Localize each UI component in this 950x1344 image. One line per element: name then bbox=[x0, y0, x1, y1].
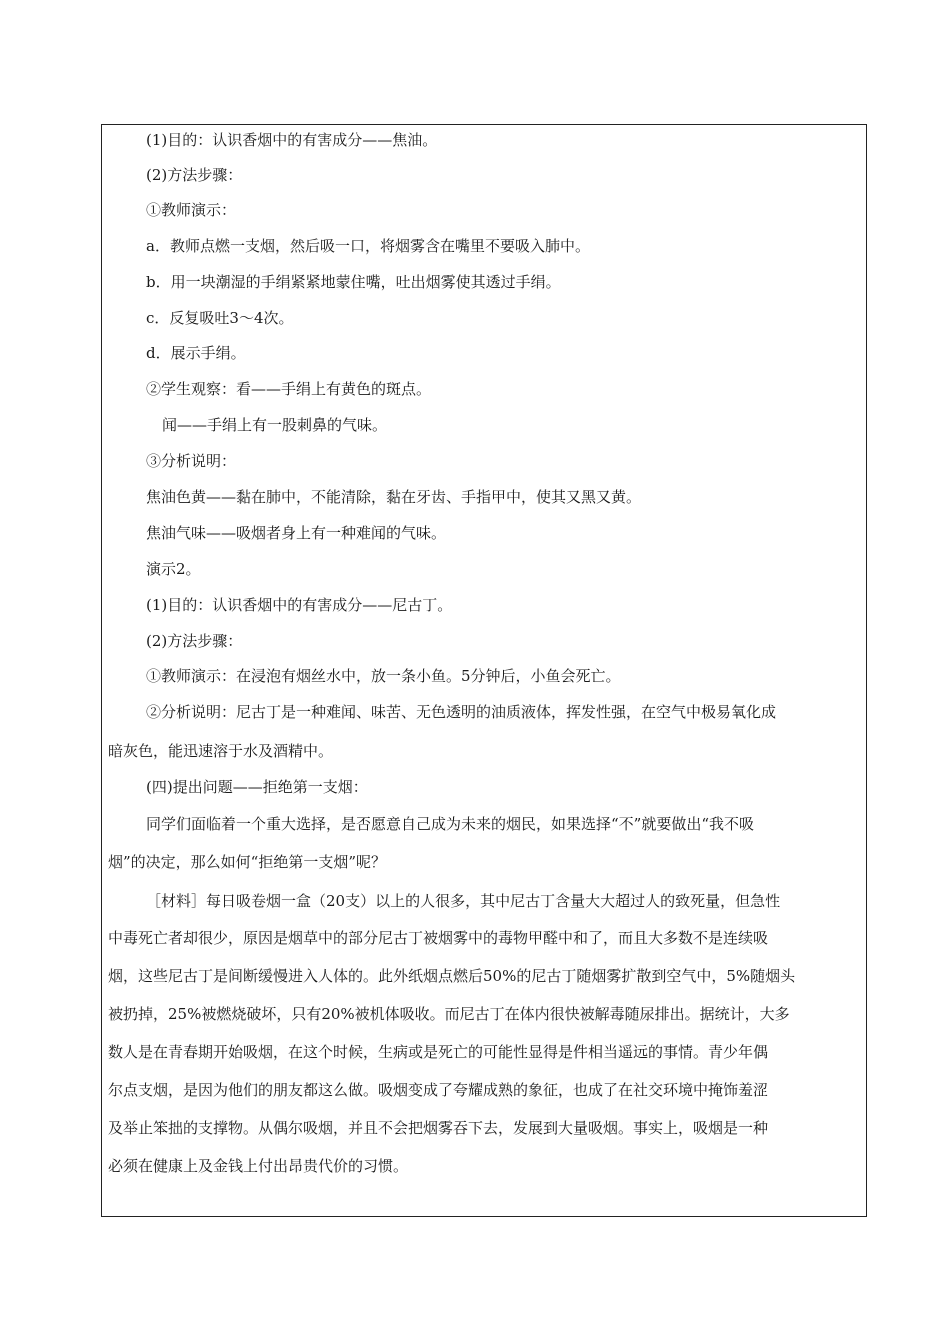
text-line: 数人是在青春期开始吸烟，在这个时候，生病或是死亡的可能性显得是件相当遥远的事情。青少年偶 bbox=[108, 1043, 769, 1061]
text-line: c．反复吸吐3～4次。 bbox=[146, 309, 294, 327]
text-line: ①教师演示：在浸泡有烟丝水中，放一条小鱼。5分钟后，小鱼会死亡。 bbox=[146, 667, 621, 685]
text-line: 暗灰色，能迅速溶于水及酒精中。 bbox=[108, 742, 334, 760]
text-line: ③分析说明： bbox=[146, 452, 237, 470]
text-line: (1)目的：认识香烟中的有害成分——焦油。 bbox=[146, 131, 438, 149]
text-line: 被扔掉，25%被燃烧破坏，只有20%被机体吸收。而尼古丁在体内很快被解毒随尿排出。据统计，大多 bbox=[108, 1005, 790, 1023]
text-line: ②分析说明：尼古丁是一种难闻、味苦、无色透明的油质液体，挥发性强，在空气中极易氧化成 bbox=[146, 703, 777, 721]
text-line: ②学生观察：看——手绢上有黄色的斑点。 bbox=[146, 380, 432, 398]
text-line: 烟，这些尼古丁是间断缓慢进入人体的。此外纸烟点燃后50%的尼古丁随烟雾扩散到空气中，5%随烟头 bbox=[108, 967, 796, 985]
text-line: ［材料］每日吸卷烟一盒（20支）以上的人很多，其中尼古丁含量大大超过人的致死量，但急性 bbox=[146, 892, 781, 910]
text-line: 必须在健康上及金钱上付出昂贵代价的习惯。 bbox=[108, 1157, 409, 1175]
text-line: a．教师点燃一支烟，然后吸一口，将烟雾含在嘴里不要吸入肺中。 bbox=[146, 237, 590, 255]
text-line: 焦油色黄——黏在肺中，不能清除，黏在牙齿、手指甲中，使其又黑又黄。 bbox=[146, 488, 642, 506]
text-line: 烟”的决定，那么如何“拒绝第一支烟”呢？ bbox=[108, 853, 387, 871]
text-line: 焦油气味——吸烟者身上有一种难闻的气味。 bbox=[146, 524, 447, 542]
text-line: b．用一块潮湿的手绢紧紧地蒙住嘴，吐出烟雾使其透过手绢。 bbox=[146, 273, 561, 291]
text-line: (1)目的：认识香烟中的有害成分——尼古丁。 bbox=[146, 596, 453, 614]
text-line: 及举止笨拙的支撑物。从偶尔吸烟，并且不会把烟雾吞下去，发展到大量吸烟。事实上，吸烟是一种 bbox=[108, 1119, 769, 1137]
text-line: 闻——手绢上有一股刺鼻的气味。 bbox=[162, 416, 388, 434]
text-line: 尔点支烟，是因为他们的朋友都这么做。吸烟变成了夸耀成熟的象征，也成了在社交环境中掩饰羞涩 bbox=[108, 1081, 769, 1099]
text-line: 同学们面临着一个重大选择，是否愿意自己成为未来的烟民，如果选择“不”就要做出“我不吸 bbox=[146, 815, 755, 833]
text-line: (四)提出问题——拒绝第一支烟： bbox=[146, 778, 368, 796]
text-line: (2)方法步骤： bbox=[146, 632, 243, 650]
text-line: (2)方法步骤： bbox=[146, 166, 243, 184]
text-line: 中毒死亡者却很少，原因是烟草中的部分尼古丁被烟雾中的毒物甲醛中和了，而且大多数不是连续吸 bbox=[108, 929, 769, 947]
text-line: 演示2。 bbox=[146, 560, 201, 578]
text-line: d．展示手绢。 bbox=[146, 344, 246, 362]
text-line: ①教师演示： bbox=[146, 201, 237, 219]
